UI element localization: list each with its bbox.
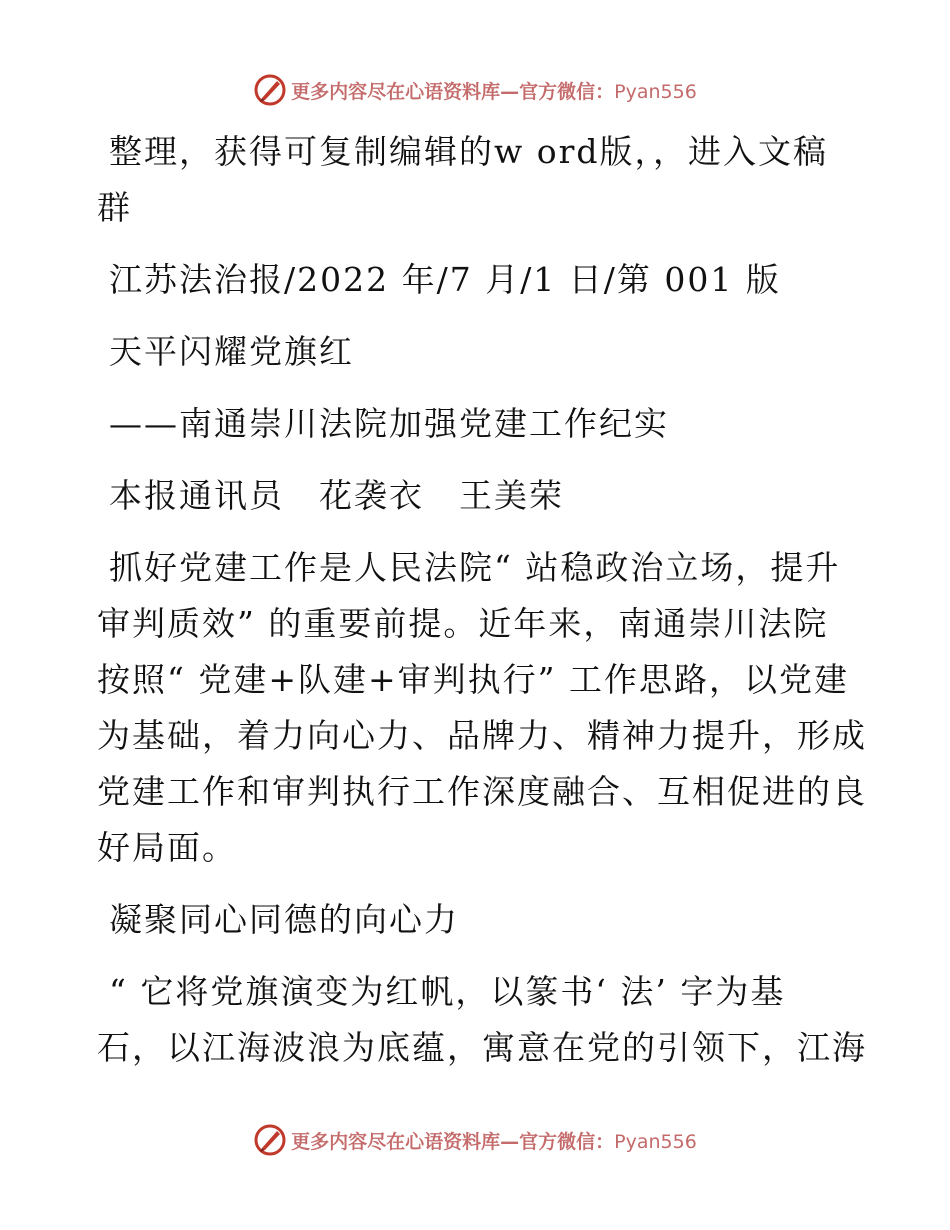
article-title: 天平闪耀党旗红 <box>109 332 354 371</box>
paragraph1-line-2: 审判质效” 的重要前提。近年来，南通崇川法院 <box>97 604 829 643</box>
wechat-id: Pyan556 <box>614 1130 697 1153</box>
byline: 本报通讯员 花袭衣 王美荣 <box>109 476 564 515</box>
quill-pen-logo-icon <box>253 73 287 107</box>
intro-line-2: 群 <box>97 188 132 227</box>
paragraph1-line-3: 按照“ 党建+队建+审判执行” 工作思路，以党建 <box>97 660 850 699</box>
source-line: 江苏法治报/2022 年/7 月/1 日/第 001 版 <box>109 260 781 299</box>
intro-line-1: 整理，获得可复制编辑的w ord版，，进入文稿 <box>109 132 829 171</box>
watermark-banner-bottom <box>0 1120 950 1160</box>
watermark-text: 更多内容尽在心语资料库—官方微信：Pyan556 <box>291 1130 697 1153</box>
paragraph2-line-2: 石，以江海波浪为底蕴，寓意在党的引领下，江海 <box>97 1028 867 1067</box>
paragraph1-line-5: 党建工作和审判执行工作深度融合、互相促进的良 <box>97 772 867 811</box>
quill-pen-logo-icon <box>253 1123 287 1157</box>
article-subtitle: ——南通崇川法院加强党建工作纪实 <box>109 404 669 443</box>
section-heading: 凝聚同心同德的向心力 <box>109 900 459 939</box>
watermark-banner-top <box>0 70 950 110</box>
paragraph1-line-1: 抓好党建工作是人民法院“ 站稳政治立场，提升 <box>109 548 841 587</box>
wechat-id: Pyan556 <box>614 80 697 103</box>
paragraph1-line-6: 好局面。 <box>97 828 237 867</box>
watermark-text: 更多内容尽在心语资料库—官方微信：Pyan556 <box>291 80 697 103</box>
document-body <box>97 124 867 1076</box>
paragraph2-line-1: “ 它将党旗演变为红帆，以篆书‘ 法’ 字为基 <box>109 972 786 1011</box>
paragraph1-line-4: 为基础，着力向心力、品牌力、精神力提升，形成 <box>97 716 867 755</box>
